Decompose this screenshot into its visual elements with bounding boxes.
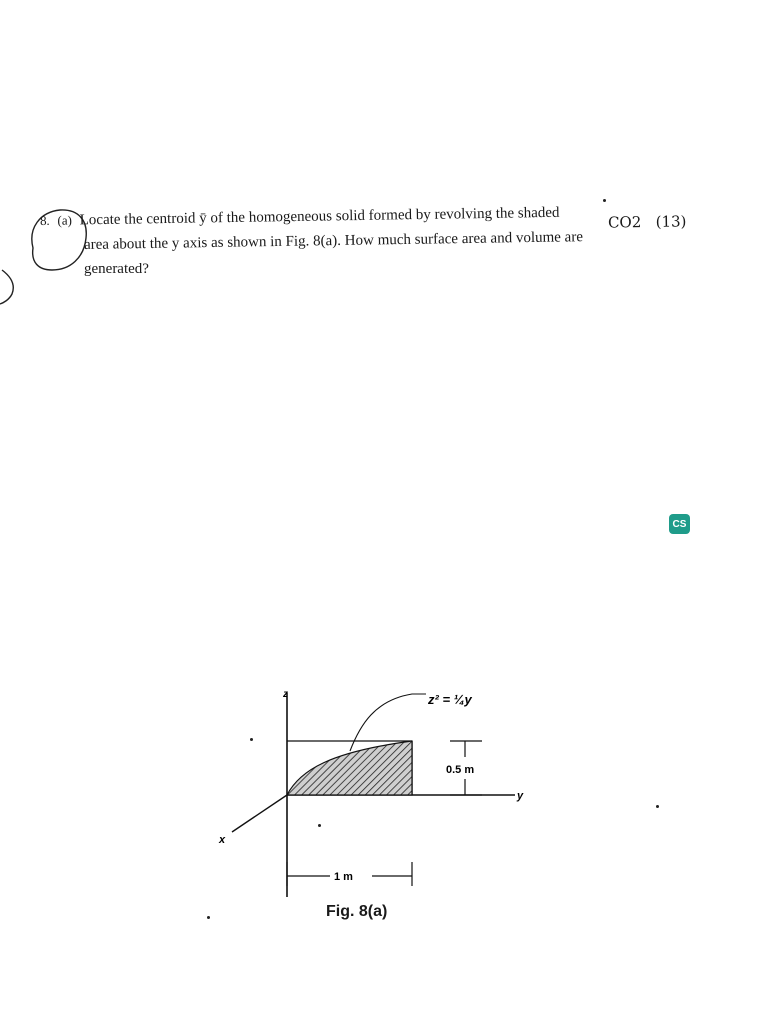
question-number: 8. [39, 212, 50, 228]
scan-speck [250, 738, 253, 741]
x-axis-line [232, 795, 287, 832]
question-part: (a) [57, 212, 73, 228]
equation-leader-line [350, 694, 426, 751]
camscanner-badge: CS [669, 514, 690, 534]
question-line-2: area about the y axis as shown in Fig. 8(a). How much surface area and volume are [83, 229, 584, 253]
question-line-3: generated? [84, 261, 149, 277]
scan-speck [318, 824, 321, 827]
axis-x-label: x [219, 834, 226, 846]
figure-caption: Fig. 8(a) [326, 903, 388, 920]
question-text-1: Locate the centroid ȳ of the homogeneous solid formed by revolving the shaded [79, 204, 560, 229]
shaded-area [287, 741, 412, 795]
course-outcome: CO2 [607, 213, 642, 232]
scan-speck [207, 916, 210, 919]
scan-speck [656, 805, 659, 808]
axis-y-label: y [517, 790, 524, 802]
axis-z-label: z [283, 689, 288, 700]
width-dimension-label: 1 m [334, 871, 353, 883]
marks: (13) [655, 212, 687, 231]
equation-label: z² = ¼y [428, 692, 472, 707]
scan-speck [603, 199, 606, 202]
height-dimension-label: 0.5 m [446, 764, 475, 776]
